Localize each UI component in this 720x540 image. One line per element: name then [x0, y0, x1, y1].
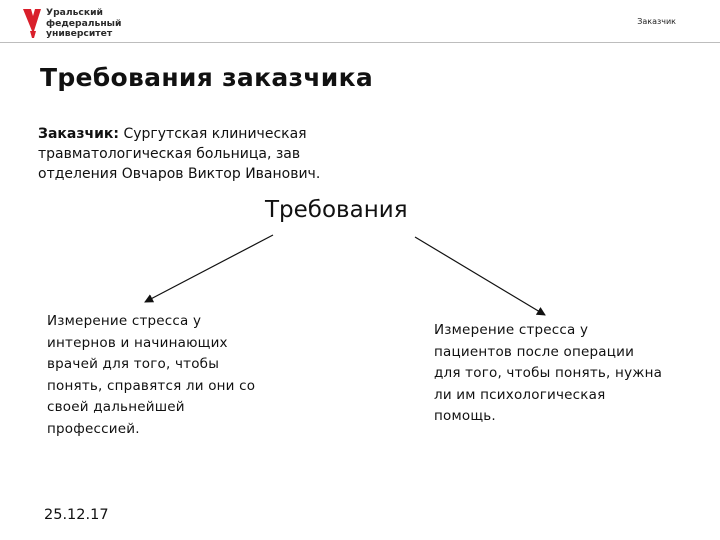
slide-date: 25.12.17 [44, 507, 109, 523]
page-title: Требования заказчика [40, 63, 374, 92]
logo-line-3: университет [46, 28, 113, 40]
requirement-item-patients: Измерение стресса у пациентов после операции для того, чтобы понять, нужна ли им психологическая помощь. [434, 322, 663, 424]
logo-line-2: федеральный [46, 17, 122, 29]
requirement-item-interns: Измерение стресса у интернов и начинающих врачей для того, чтобы понять, справятся ли они со своей дальнейшей профессией. [47, 313, 256, 437]
header-section-label: Заказчик [637, 17, 676, 26]
customer-label: Заказчик: [38, 126, 119, 142]
customer-text: Сургутская клиническая травматологическая больница, зав отделения Овчаров Виктор Иванович. [38, 126, 321, 182]
arrow-to-left-item [145, 235, 273, 302]
arrow-to-right-item [415, 237, 545, 315]
requirements-heading: Требования [265, 197, 408, 223]
logo-line-1: Уральский [46, 7, 103, 18]
